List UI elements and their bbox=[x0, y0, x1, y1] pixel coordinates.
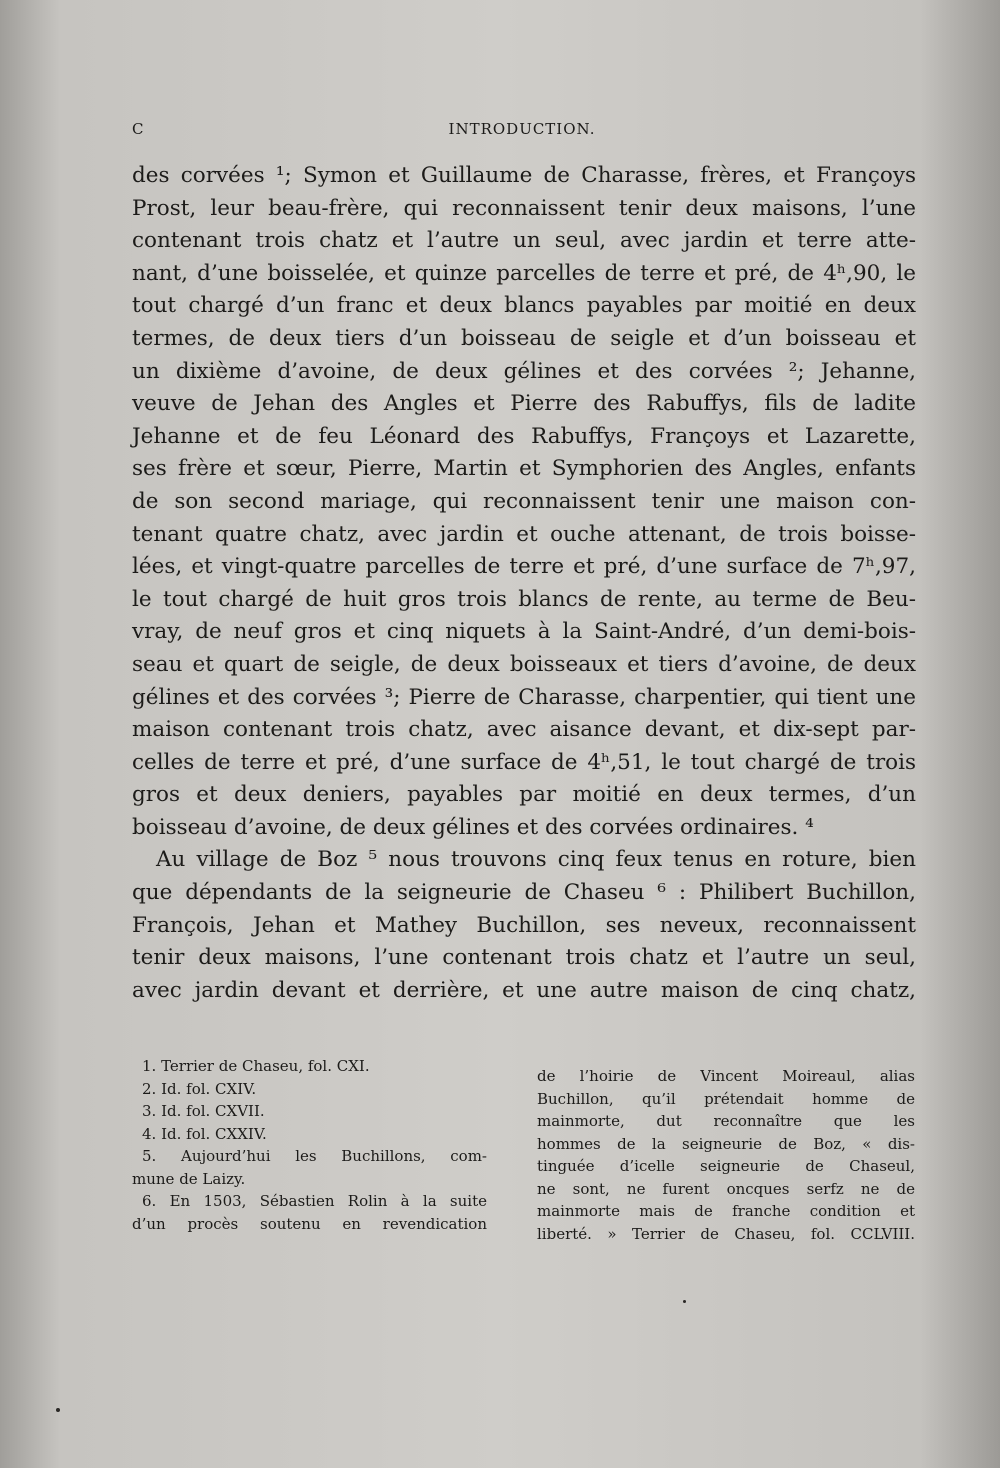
footnote-line: Buchillon, qu’il prétendait homme de bbox=[537, 1089, 915, 1108]
text-line: seau et quart de seigle, de deux boisseaux et tiers d’avoine, de deux bbox=[132, 651, 916, 677]
footnotes bbox=[132, 1055, 916, 1265]
text-line: maison contenant trois chatz, avec aisance devant, et dix-sept par- bbox=[132, 717, 916, 743]
text-line: nant, d’une boisselée, et quinze parcelles de terre et pré, de 4ʰ,90, le bbox=[132, 260, 916, 286]
text-line: lées, et vingt-quatre parcelles de terre et pré, d’une surface de 7ʰ,97, bbox=[132, 554, 916, 580]
footnote-line: ne sont, ne furent oncques serfz ne de bbox=[537, 1179, 915, 1198]
text-line: tenant quatre chatz, avec jardin et ouche attenant, de trois boisse- bbox=[132, 521, 916, 547]
text-line: de son second mariage, qui reconnaissent tenir une maison con- bbox=[132, 488, 916, 514]
text-line: que dépendants de la seigneurie de Chaseu ⁶ : Philibert Buchillon, bbox=[132, 880, 916, 906]
text-line: le tout chargé de huit gros trois blancs de rente, au terme de Beu- bbox=[132, 586, 916, 612]
text-line: Jehanne et de feu Léonard des Rabuffys, Françoys et Lazarette, bbox=[132, 423, 916, 449]
page-number: C bbox=[132, 120, 145, 138]
text-line: termes, de deux tiers d’un boisseau de seigle et d’un boisseau et bbox=[132, 325, 916, 351]
text-line: veuve de Jehan des Angles et Pierre des Rabuffys, fils de ladite bbox=[132, 391, 916, 417]
footnotes-left-column bbox=[132, 1055, 487, 1235]
body-text bbox=[132, 160, 916, 1007]
footnote-line: 4. Id. fol. CXXIV. bbox=[142, 1124, 267, 1143]
text-line: gros et deux deniers, payables par moitié en deux termes, d’un bbox=[132, 782, 916, 808]
text-line: contenant trois chatz et l’autre un seul, avec jardin et terre atte- bbox=[132, 228, 916, 254]
footnote-line: liberté. » Terrier de Chaseu, fol. CCLVIII. bbox=[537, 1224, 915, 1243]
page-header bbox=[132, 120, 912, 150]
text-line: un dixième d’avoine, de deux gélines et des corvées ²; Jehanne, bbox=[132, 358, 916, 384]
footnote-line: 6. En 1503, Sébastien Rolin à la suite bbox=[142, 1192, 487, 1210]
text-line: celles de terre et pré, d’une surface de 4ʰ,51, le tout chargé de trois bbox=[132, 749, 916, 775]
text-line: vray, de neuf gros et cinq niquets à la Saint-André, d’un demi-bois- bbox=[132, 619, 916, 645]
footnote-line: d’un procès soutenu en revendication bbox=[132, 1214, 487, 1233]
text-line: tout chargé d’un franc et deux blancs payables par moitié en deux bbox=[132, 293, 916, 319]
footnote-line: mainmorte mais de franche condition et bbox=[537, 1202, 915, 1220]
running-title: INTRODUCTION. bbox=[448, 120, 596, 138]
text-line: des corvées ¹; Symon et Guillaume de Charasse, frères, et Françoys bbox=[132, 163, 916, 188]
text-line: Au village de Boz ⁵ nous trouvons cinq feux tenus en roture, bien bbox=[156, 847, 916, 873]
paper-speck bbox=[56, 1408, 60, 1412]
footnote-line: 5. Aujourd’hui les Buchillons, com- bbox=[142, 1147, 487, 1165]
text-line: ses frère et sœur, Pierre, Martin et Symphorien des Angles, enfants bbox=[132, 456, 916, 482]
footnote-line: 1. Terrier de Chaseu, fol. CXI. bbox=[142, 1057, 370, 1075]
footnotes-right-column bbox=[537, 1065, 915, 1245]
text-line: avec jardin devant et derrière, et une autre maison de cinq chatz, bbox=[132, 977, 916, 1003]
footnote-line: de l’hoirie de Vincent Moireaul, alias bbox=[537, 1067, 915, 1085]
footnote-line: 3. Id. fol. CXVII. bbox=[142, 1102, 265, 1120]
text-line: tenir deux maisons, l’une contenant trois chatz et l’autre un seul, bbox=[132, 945, 916, 971]
footnote-line: 2. Id. fol. CXIV. bbox=[142, 1079, 257, 1098]
footnote-line: mainmorte, dut reconnaître que les bbox=[537, 1112, 915, 1130]
footnote-line: mune de Laizy. bbox=[132, 1169, 246, 1188]
footnote-line: tinguée d’icelle seigneurie de Chaseul, bbox=[537, 1157, 915, 1175]
text-line: gélines et des corvées ³; Pierre de Charasse, charpentier, qui tient une bbox=[132, 684, 916, 710]
footnote-line: hommes de la seigneurie de Boz, « dis- bbox=[537, 1134, 915, 1153]
text-line: boisseau d’avoine, de deux gélines et des corvées ordinaires. ⁴ bbox=[132, 814, 814, 840]
text-line: François, Jehan et Mathey Buchillon, ses neveux, reconnaissent bbox=[132, 912, 916, 938]
paper-speck bbox=[683, 1300, 686, 1303]
text-line: Prost, leur beau-frère, qui reconnaissent tenir deux maisons, l’une bbox=[132, 195, 916, 221]
